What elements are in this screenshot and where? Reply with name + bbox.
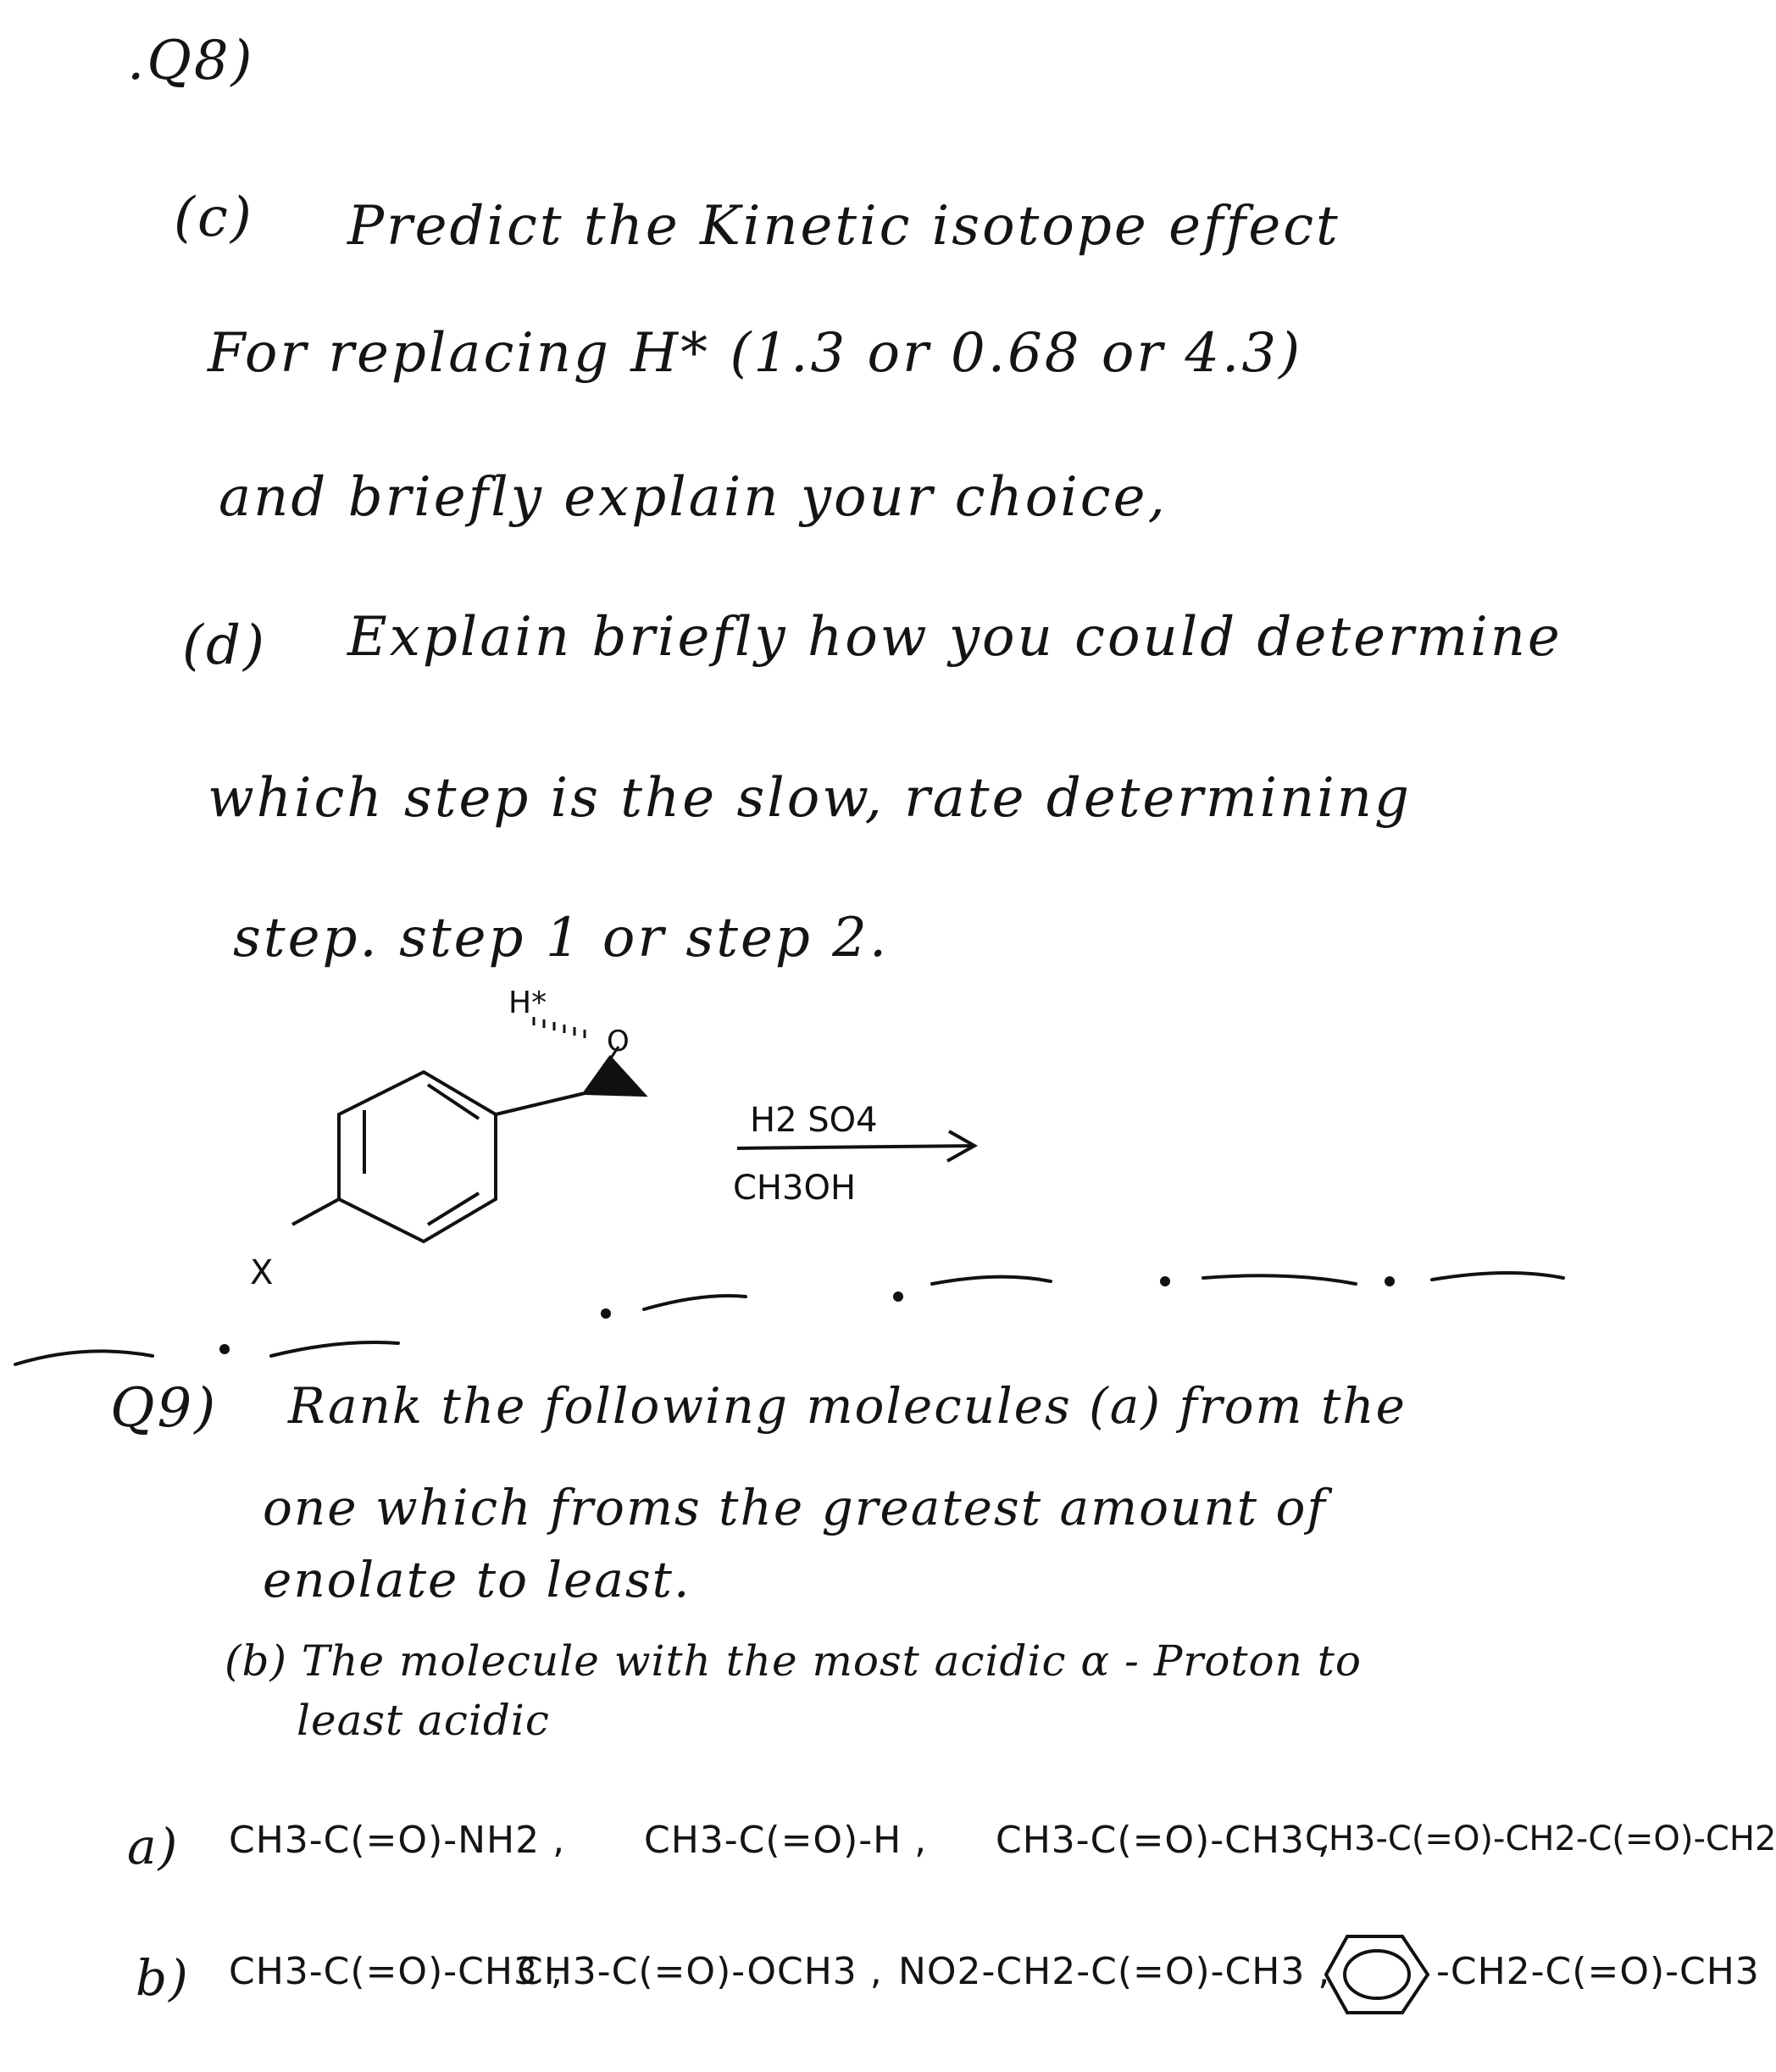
q9-line-1: Rank the following molecules (a) from the xyxy=(288,1377,1407,1435)
q9-line-3: enolate to least. xyxy=(263,1551,691,1608)
part-d-marker: (d) xyxy=(182,614,267,677)
question-8-label: .Q8) xyxy=(127,30,255,92)
q9-part-b-line-2: least acidic xyxy=(297,1696,550,1745)
part-d-line-2: which step is the slow, rate determining xyxy=(208,767,1412,830)
question-9-label: Q9) xyxy=(110,1377,219,1440)
part-d-line-1: Explain briefly how you could determine xyxy=(347,606,1562,669)
molecule-acetone-b: CH3-C(=O)-CH3 , xyxy=(229,1950,563,1993)
molecule-acetaldehyde: CH3-C(=O)-H , xyxy=(644,1819,928,1862)
part-c-line-2: For replacing H* (1.3 or 0.68 or 4.3) xyxy=(208,322,1303,385)
molecule-diketone: CH3-C(=O)-CH2-C(=O)-CH2 xyxy=(1305,1819,1776,1858)
oxygen-atom-label: O xyxy=(607,1025,630,1058)
reagent-methanol: CH3OH xyxy=(733,1169,857,1208)
part-c-marker: (c) xyxy=(174,186,254,249)
row-b-label: b) xyxy=(136,1949,190,2007)
part-c-line-1: Predict the Kinetic isotope effect xyxy=(347,195,1340,258)
substituent-x-label: X xyxy=(250,1253,274,1292)
benzene-ring xyxy=(292,1072,585,1242)
molecule-phenylacetone: -CH2-C(=O)-CH3 xyxy=(1436,1950,1760,1993)
phenyl-ring-icon xyxy=(1322,1928,1432,2021)
part-c-line-3: and briefly explain your choice, xyxy=(219,466,1168,529)
reagent-sulfuric-acid: H2 SO4 xyxy=(750,1101,878,1140)
row-a-label: a) xyxy=(127,1818,180,1875)
molecule-nitroacetone: NO2-CH2-C(=O)-CH3 , xyxy=(898,1950,1331,1993)
molecule-methyl-acetate: CH3-C(=O)-OCH3 , xyxy=(517,1950,883,1993)
q9-line-2: one which froms the greatest amount of xyxy=(263,1479,1327,1536)
molecule-acetamide: CH3-C(=O)-NH2 , xyxy=(229,1819,566,1862)
epoxide-reaction-scheme xyxy=(212,986,1059,1292)
part-d-line-3: step. step 1 or step 2. xyxy=(233,907,890,969)
q9-part-b-line-1: (b) The molecule with the most acidic α - Proton to xyxy=(225,1636,1362,1686)
h-star-label: H* xyxy=(508,986,547,1020)
molecule-acetone-a: CH3-C(=O)-CH3 , xyxy=(996,1819,1330,1862)
section-separator xyxy=(0,1237,1610,1373)
